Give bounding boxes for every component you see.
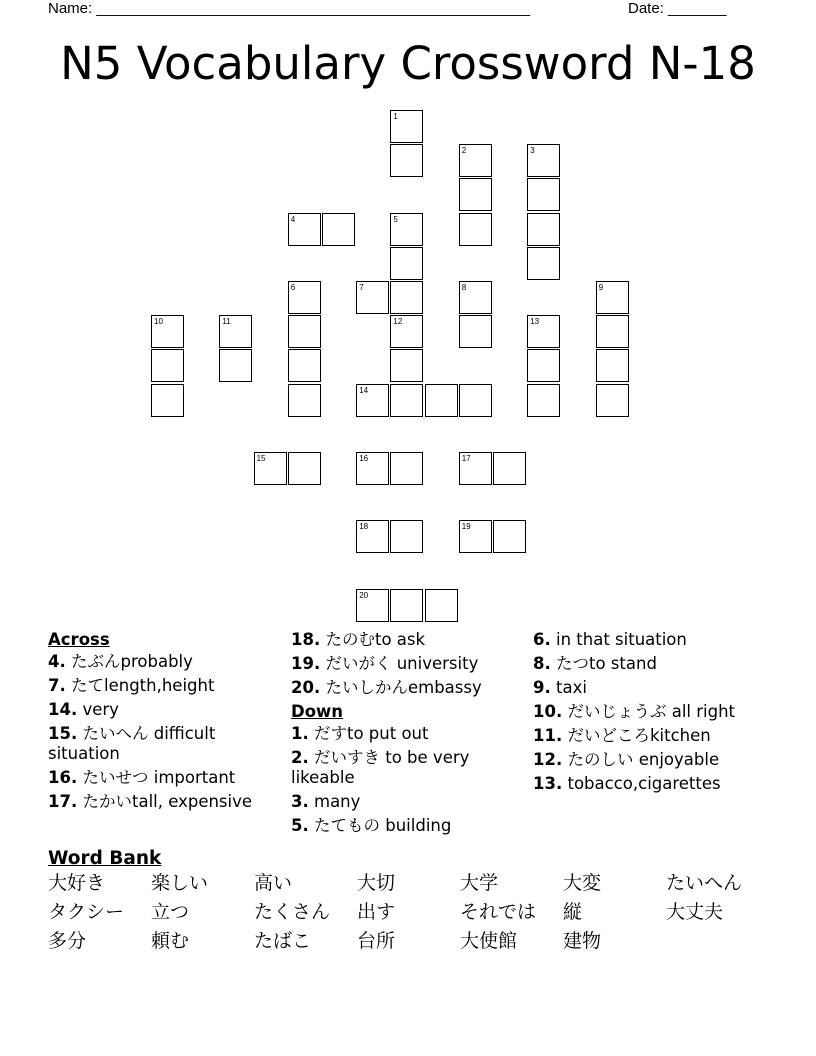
- crossword-cell[interactable]: [459, 178, 492, 211]
- clue-number: 16: [359, 454, 369, 463]
- across-clue: 14. very: [48, 700, 119, 719]
- crossword-cell[interactable]: [527, 144, 560, 177]
- word-bank-item: 高い: [254, 872, 293, 894]
- crossword-cell[interactable]: [390, 213, 423, 246]
- word-bank-item: 出す: [357, 901, 396, 923]
- crossword-cell[interactable]: [390, 452, 423, 485]
- word-bank-item: たくさん: [254, 901, 331, 923]
- clue-number: 3: [530, 146, 535, 156]
- crossword-cell[interactable]: [527, 349, 560, 382]
- crossword-cell[interactable]: [390, 247, 423, 280]
- crossword-cell[interactable]: [459, 452, 492, 485]
- across-clue: 19. だいがく university: [291, 654, 479, 673]
- word-bank-item: たいへん: [666, 872, 743, 894]
- page-title: N5 Vocabulary Crossword N-18: [60, 37, 756, 90]
- clues-column-3: [533, 630, 765, 798]
- down-clue: 6. in that situation: [533, 630, 687, 649]
- crossword-cell[interactable]: [527, 213, 560, 246]
- down-clue: 1. だすto put out: [291, 724, 429, 743]
- crossword-cell[interactable]: [425, 384, 458, 417]
- across-clue: 7. たてlength,height: [48, 676, 215, 695]
- down-clue: 3. many: [291, 792, 361, 811]
- across-clue: 17. たかいtall, expensive: [48, 792, 253, 811]
- crossword-cell[interactable]: [390, 520, 423, 553]
- across-heading: Across: [48, 630, 110, 649]
- crossword-cell[interactable]: [596, 281, 629, 314]
- clue-number: 5: [393, 214, 398, 224]
- crossword-cell[interactable]: [288, 452, 321, 485]
- crossword-cell[interactable]: [151, 384, 184, 417]
- crossword-cell[interactable]: [288, 315, 321, 348]
- crossword-cell[interactable]: [322, 213, 355, 246]
- word-bank-item: 立つ: [151, 901, 190, 923]
- crossword-cell[interactable]: [356, 384, 389, 417]
- crossword-cell[interactable]: [493, 452, 526, 485]
- crossword-cell[interactable]: [459, 213, 492, 246]
- crossword-cell[interactable]: [527, 247, 560, 280]
- crossword-cell[interactable]: [527, 384, 560, 417]
- clues-column-2: [291, 630, 523, 840]
- down-clue: 8. たつto stand: [533, 654, 657, 673]
- clue-number: 10: [154, 317, 163, 327]
- clue-number: 4: [290, 214, 296, 224]
- crossword-cell[interactable]: [459, 144, 492, 177]
- word-bank-item: たばこ: [254, 930, 312, 952]
- crossword-cell[interactable]: [151, 349, 184, 382]
- crossword-cell[interactable]: [527, 315, 560, 348]
- clues-column-1: [48, 630, 280, 816]
- crossword-cell[interactable]: [459, 281, 492, 314]
- crossword-cell[interactable]: [356, 589, 389, 622]
- clue-number: 8: [461, 283, 467, 292]
- crossword-cell[interactable]: [288, 384, 321, 417]
- word-bank-grid: [48, 871, 788, 954]
- name-field-label: Name: ____________________________________________________: [48, 0, 531, 17]
- word-bank-item: 頼む: [151, 930, 190, 952]
- clue-number: 12: [393, 317, 403, 327]
- clue-number: 20: [359, 590, 369, 600]
- crossword-cell[interactable]: [390, 110, 423, 143]
- worksheet-header: [48, 0, 748, 20]
- crossword-cell[interactable]: [288, 213, 321, 246]
- across-clue: 18. たのむto ask: [291, 630, 426, 649]
- clue-number: 7: [359, 283, 364, 292]
- crossword-cell[interactable]: [596, 349, 629, 382]
- clue-number: 18: [359, 522, 369, 532]
- across-clue: 4. たぶんprobably: [48, 652, 193, 671]
- crossword-cell[interactable]: [596, 384, 629, 417]
- crossword-cell[interactable]: [390, 589, 423, 622]
- crossword-cell[interactable]: [356, 452, 389, 485]
- crossword-cell[interactable]: [459, 520, 492, 553]
- crossword-cell[interactable]: [390, 144, 423, 177]
- clue-number: 13: [530, 317, 540, 327]
- crossword-cell[interactable]: [390, 349, 423, 382]
- word-bank: [48, 848, 788, 954]
- clue-number: 9: [598, 283, 604, 292]
- crossword-cell[interactable]: [390, 384, 423, 417]
- word-bank-item: それでは: [460, 901, 537, 923]
- clue-number: 17: [461, 454, 471, 463]
- word-bank-item: 多分: [48, 930, 87, 952]
- clue-number: 15: [256, 454, 266, 463]
- across-clue: 16. たいせつ important: [48, 768, 236, 787]
- crossword-cell[interactable]: [219, 349, 252, 382]
- crossword-cell[interactable]: [254, 452, 287, 485]
- down-clue: 5. たてもの building: [291, 816, 452, 835]
- crossword-cell[interactable]: [527, 178, 560, 211]
- crossword-cell[interactable]: [459, 315, 492, 348]
- across-clue: 15. たいへん difficult situation: [48, 724, 216, 763]
- down-clue: 9. taxi: [533, 678, 587, 697]
- clue-number: 14: [359, 385, 369, 395]
- crossword-cell[interactable]: [288, 281, 321, 314]
- down-clue: 2. だいすき to be very likeable: [291, 748, 470, 787]
- word-bank-item: 大学: [460, 872, 499, 894]
- clue-number: 2: [461, 146, 467, 156]
- crossword-cell[interactable]: [425, 589, 458, 622]
- word-bank-item: タクシー: [48, 901, 125, 923]
- crossword-cell[interactable]: [493, 520, 526, 553]
- word-bank-item: 縦: [563, 901, 583, 923]
- word-bank-item: 大切: [357, 872, 396, 894]
- down-clue: 11. だいどころkitchen: [533, 726, 711, 745]
- crossword-cell[interactable]: [288, 349, 321, 382]
- down-clue: 10. だいじょうぶ all right: [533, 702, 736, 721]
- crossword-cell[interactable]: [596, 315, 629, 348]
- crossword-cell[interactable]: [219, 315, 252, 348]
- crossword-cell[interactable]: [459, 384, 492, 417]
- crossword-cell[interactable]: [356, 520, 389, 553]
- down-clue: 13. tobacco,cigarettes: [533, 774, 721, 793]
- down-heading: Down: [291, 702, 344, 721]
- word-bank-item: 建物: [563, 930, 602, 952]
- clue-number: 19: [461, 522, 471, 532]
- crossword-cell[interactable]: [390, 281, 423, 314]
- date-field-label: Date: _______: [628, 0, 727, 17]
- word-bank-item: 楽しい: [151, 872, 209, 894]
- clue-number: 6: [290, 283, 296, 292]
- word-bank-item: 大変: [563, 872, 602, 894]
- across-clue: 20. たいしかんembassy: [291, 678, 482, 697]
- word-bank-title: Word Bank: [48, 848, 162, 869]
- clue-number: 1: [393, 112, 398, 121]
- crossword-cell[interactable]: [390, 315, 423, 348]
- word-bank-item: 大好き: [48, 872, 106, 894]
- word-bank-item: 大丈夫: [666, 901, 724, 923]
- down-clue: 12. たのしい enjoyable: [533, 750, 720, 769]
- clue-number: 11: [222, 317, 231, 327]
- word-bank-item: 台所: [357, 930, 396, 952]
- crossword-cell[interactable]: [356, 281, 389, 314]
- crossword-cell[interactable]: [151, 315, 184, 348]
- word-bank-item: 大使館: [460, 930, 518, 952]
